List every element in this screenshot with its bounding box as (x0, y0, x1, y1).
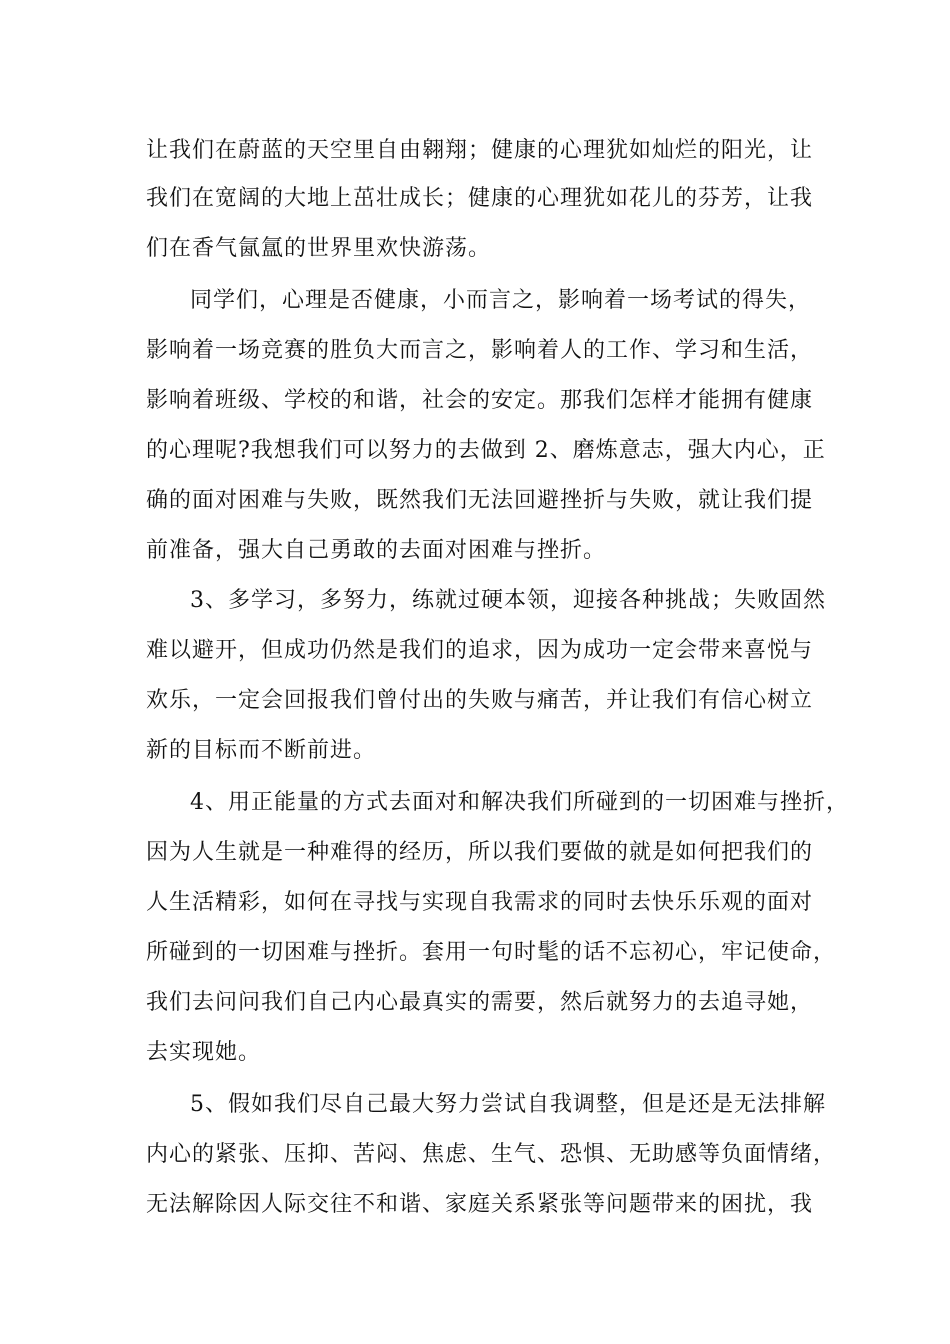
paragraph-start-line: 4、用正能量的方式去面对和解决我们所碰到的一切困难与挫折， (190, 790, 849, 815)
text-line: 难以避开，但成功仍然是我们的追求，因为成功一定会带来喜悦与 (146, 638, 814, 663)
text-line: 无法解除因人际交往不和谐、家庭关系紧张等问题带来的困扰，我 (146, 1192, 814, 1217)
text-line: 去实现她。 (146, 1040, 262, 1065)
text-line: 的心理呢?我想我们可以努力的去做到 2、磨炼意志，强大内心，正 (146, 438, 826, 463)
text-line: 前准备，强大自己勇敢的去面对困难与挫折。 (146, 538, 607, 563)
text-line: 影响着一场竞赛的胜负大而言之，影响着人的工作、学习和生活， (146, 338, 814, 363)
paragraph-start-line: 同学们，心理是否健康，小而言之，影响着一场考试的得失， (190, 288, 812, 313)
text-line: 人生活精彩，如何在寻找与实现自我需求的同时去快乐乐观的面对 (146, 890, 814, 915)
text-line: 我们去问问我们自己内心最真实的需要，然后就努力的去追寻她， (146, 990, 814, 1015)
text-line: 新的目标而不断前进。 (146, 738, 377, 763)
text-line: 们在香气氤氲的世界里欢快游荡。 (146, 236, 492, 261)
paragraph-start-line: 3、多学习，多努力，练就过硬本领，迎接各种挑战；失败固然 (190, 588, 826, 613)
text-line: 确的面对困难与失败，既然我们无法回避挫折与失败，就让我们提 (146, 488, 814, 513)
text-line: 所碰到的一切困难与挫折。套用一句时髦的话不忘初心，牢记使命， (146, 940, 837, 965)
text-line: 欢乐，一定会回报我们曾付出的失败与痛苦，并让我们有信心树立 (146, 688, 814, 713)
text-line: 我们在宽阔的大地上茁壮成长；健康的心理犹如花儿的芬芳，让我 (146, 186, 814, 211)
text-line: 影响着班级、学校的和谐，社会的安定。那我们怎样才能拥有健康 (146, 388, 814, 413)
text-line: 让我们在蔚蓝的天空里自由翱翔；健康的心理犹如灿烂的阳光，让 (146, 138, 814, 163)
paragraph-start-line: 5、假如我们尽自己最大努力尝试自我调整，但是还是无法排解 (190, 1092, 826, 1117)
text-line: 因为人生就是一种难得的经历，所以我们要做的就是如何把我们的 (146, 840, 814, 865)
text-line: 内心的紧张、压抑、苦闷、焦虑、生气、恐惧、无助感等负面情绪， (146, 1142, 837, 1167)
